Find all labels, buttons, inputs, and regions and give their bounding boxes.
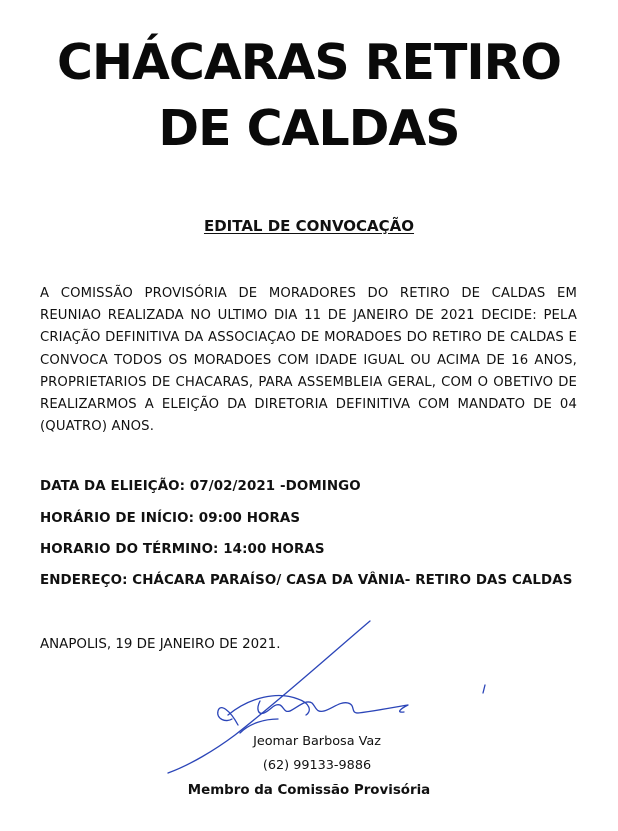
convocation-paragraph: A COMISSÃO PROVISÓRIA DE MORADORES DO RETIRO DE CALDAS EM REUNIAO REALIZADA NO ULTIMO DIA 11 DE JANEIRO DE 2021 DECIDE: PELA CRIAÇÃO DEFINITIVA DA ASSOCIAÇAO DE MORADOES DO RETIRO DE CALDAS E CONVOCA TODOS OS MORADOES COM IDADE IGUAL OU ACIMA DE 16 ANOS, PROPRIETARIOS DE CHACARAS, PARA ASSEMBLEIA GERAL, COM O OBETIVO DE REALIZARMOS A ELEIÇÃO DA DIRETORIA DEFINITIVA COM MANDATO DE 04 (QUATRO) ANOS. — [40, 286, 577, 435]
document-subtitle — [0, 217, 618, 235]
end-time: HORARIO DO TÉRMINO: 14:00 HORAS — [40, 542, 325, 557]
place-and-date: ANAPOLIS, 19 DE JANEIRO DE 2021. — [40, 637, 281, 652]
election-date: DATA DA ELIEIÇÃO: 07/02/2021 -DOMINGO — [40, 479, 361, 494]
signer-name: Jeomar Barbosa Vaz — [253, 734, 381, 749]
title-line-1: CHÁCARAS RETIRO — [56, 34, 562, 91]
title-line-2: DE CALDAS — [158, 100, 460, 157]
address: ENDEREÇO: CHÁCARA PARAÍSO/ CASA DA VÂNIA- RETIRO DAS CALDAS — [40, 573, 573, 588]
handwritten-signature — [160, 615, 510, 775]
start-time: HORÁRIO DE INÍCIO: 09:00 HORAS — [40, 511, 301, 526]
signer-phone: (62) 99133-9886 — [262, 758, 372, 773]
subtitle-text: EDITAL DE CONVOCAÇÃO — [203, 217, 415, 235]
document-title — [0, 30, 618, 162]
signer-role: Membro da Comissão Provisória — [187, 783, 431, 798]
